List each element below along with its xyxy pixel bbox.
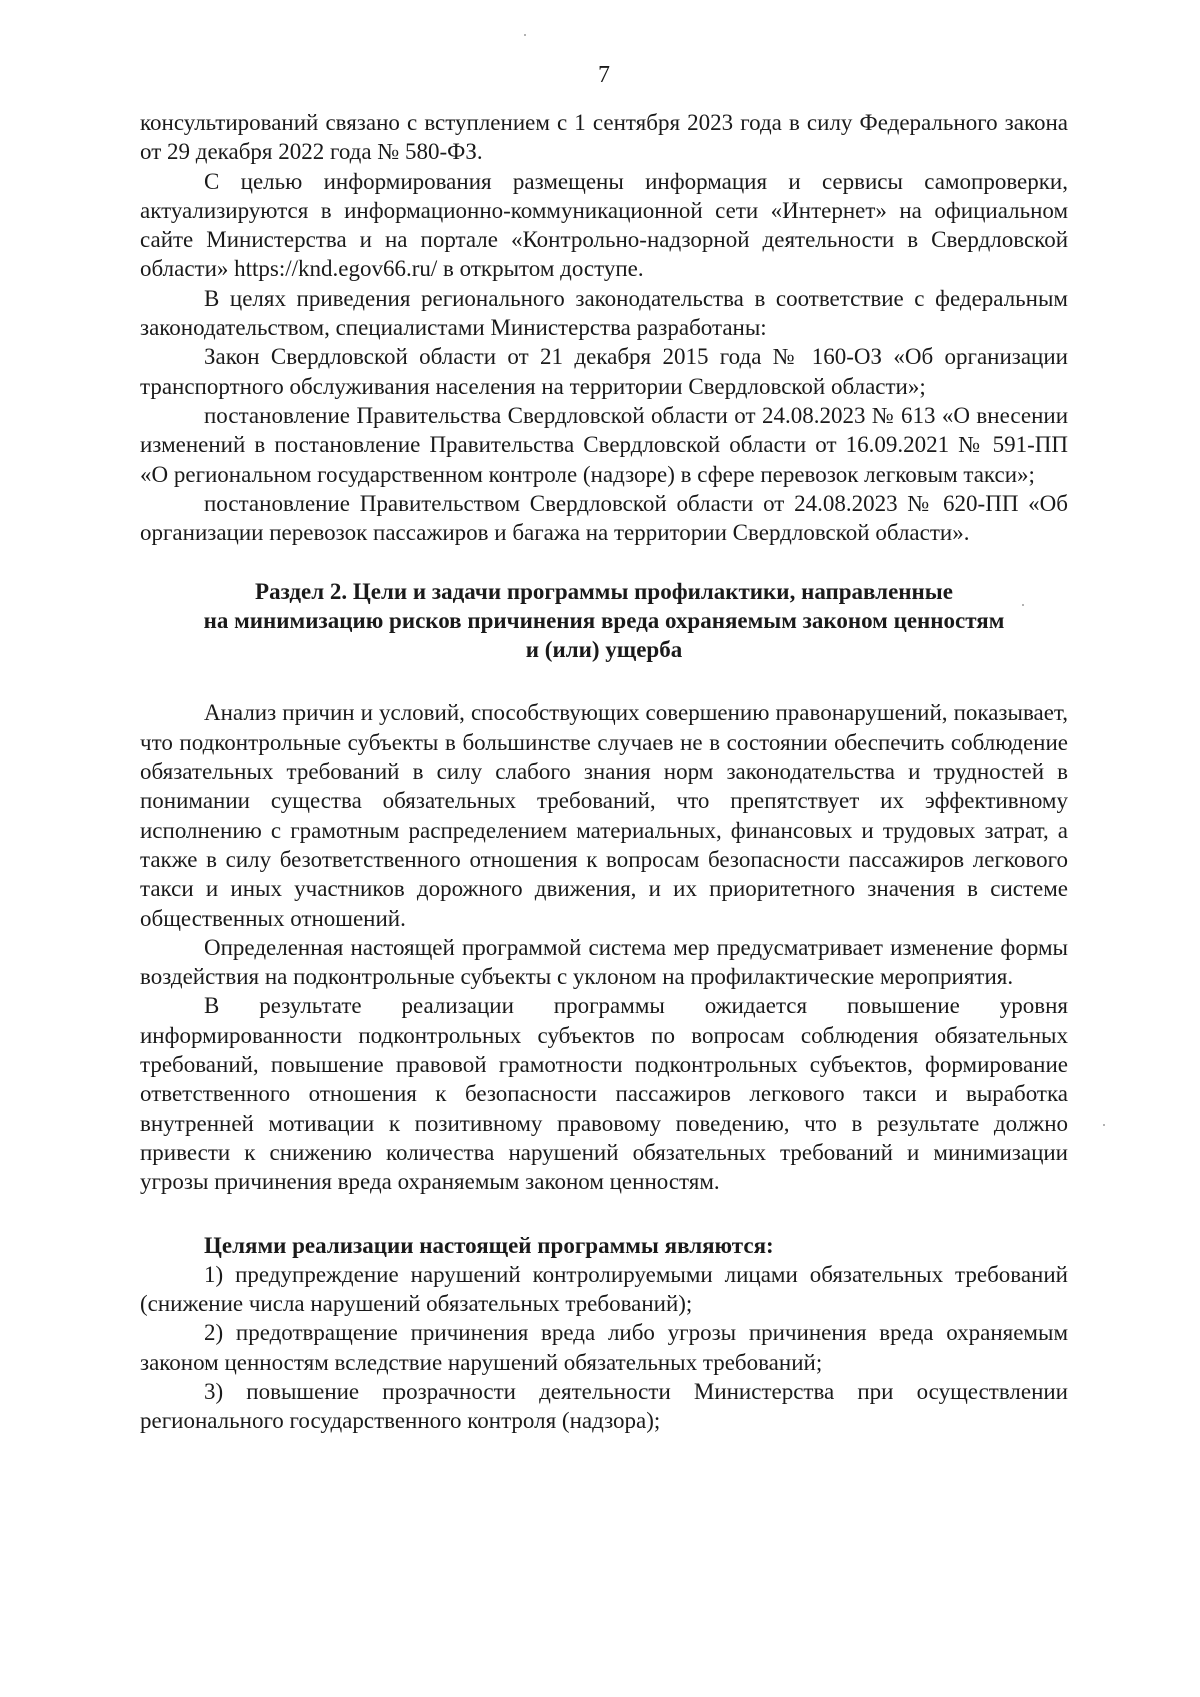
scan-speck	[524, 34, 526, 36]
paragraph-expected-results: В результате реализации программы ожидается повышение уровня информированности подконтрольных субъектов по вопросам соблюдения обязательных требований, повышение правовой грамотности подконтрольных субъектов, формирование ответственного отношения к безопасности пассажиров легкового такси и выработка внутренней мотивации к позитивному правовому поведению, что в результате должно привести к снижению количества нарушений обязательных требований и минимизации угрозы причинения вреда охраняемым законом ценностям.	[140, 993, 1068, 1195]
paragraph-information: С целью информирования размещены информация и сервисы самопроверки, актуализируются в информационно-коммуникационной сети «Интернет» на официальном сайте Министерства и на портале «Контрольно-надзорной деятельности в Свердловской области» https://knd.egov66.ru/ в открытом доступе.	[140, 168, 1068, 282]
paragraph-analysis: Анализ причин и условий, способствующих совершению правонарушений, показывает, что подконтрольные субъекты в большинстве случаев не в состоянии обеспечить соблюдение обязательных требований в силу слабого знания норм законодательства и трудностей в понимании существа обязательных требований, что препятствует их эффективному исполнению с грамотным распределением материальных, финансовых и трудовых затрат, а также в силу безответственного отношения к вопросам безопасности пассажиров легкового такси и иных участников дорожного движения, и их приоритетного значения в системе общественных отношений.	[140, 700, 1068, 931]
paragraph-legislation-intro: В целях приведения регионального законодательства в соответствие с федеральным законодательством, специалистами Министерства разработаны:	[140, 285, 1068, 341]
section-title-line: и (или) ущерба	[525, 637, 683, 663]
goal-item: 3) повышение прозрачности деятельности Министерства при осуществлении регионального государственного контроля (надзора);	[140, 1378, 1068, 1434]
section-title	[140, 577, 1068, 664]
goals-heading: Целями реализации настоящей программы являются:	[204, 1232, 774, 1258]
paragraph-continuation: консультирований связано с вступлением с 1 сентября 2023 года в силу Федерального закона от 29 декабря 2022 года № 580-ФЗ.	[140, 110, 1068, 165]
paragraph-system-of-measures: Определенная настоящей программой система мер предусматривает изменение формы воздействия на подконтрольные субъекты с уклоном на профилактические мероприятия.	[140, 934, 1068, 990]
document-page	[140, 60, 1068, 1436]
paragraph-resolution-613: постановление Правительства Свердловской области от 24.08.2023 № 613 «О внесении изменений в постановление Правительства Свердловской области от 16.09.2021 № 591-ПП «О региональном государственном контроле (надзоре) в сфере перевозок легковым такси»;	[140, 402, 1068, 487]
goal-item: 1) предупреждение нарушений контролируемыми лицами обязательных требований (снижение числа нарушений обязательных требований);	[140, 1261, 1068, 1317]
page-number: 7	[598, 62, 610, 88]
goal-item: 2) предотвращение причинения вреда либо угрозы причинения вреда охраняемым законом ценностям вследствие нарушений обязательных требований;	[140, 1320, 1068, 1375]
section-title-line: Раздел 2. Цели и задачи программы профилактики, направленные	[255, 579, 953, 605]
paragraph-law-160: Закон Свердловской области от 21 декабря 2015 года № 160-ОЗ «Об организации транспортного обслуживания населения на территории Свердловской области»;	[140, 344, 1068, 399]
paragraph-resolution-620: постановление Правительством Свердловской области от 24.08.2023 № 620-ПП «Об организации перевозок пассажиров и багажа на территории Свердловской области».	[140, 490, 1068, 546]
scan-speck	[1103, 1124, 1105, 1126]
section-title-line: на минимизацию рисков причинения вреда охраняемым законом ценностям	[203, 608, 1005, 634]
